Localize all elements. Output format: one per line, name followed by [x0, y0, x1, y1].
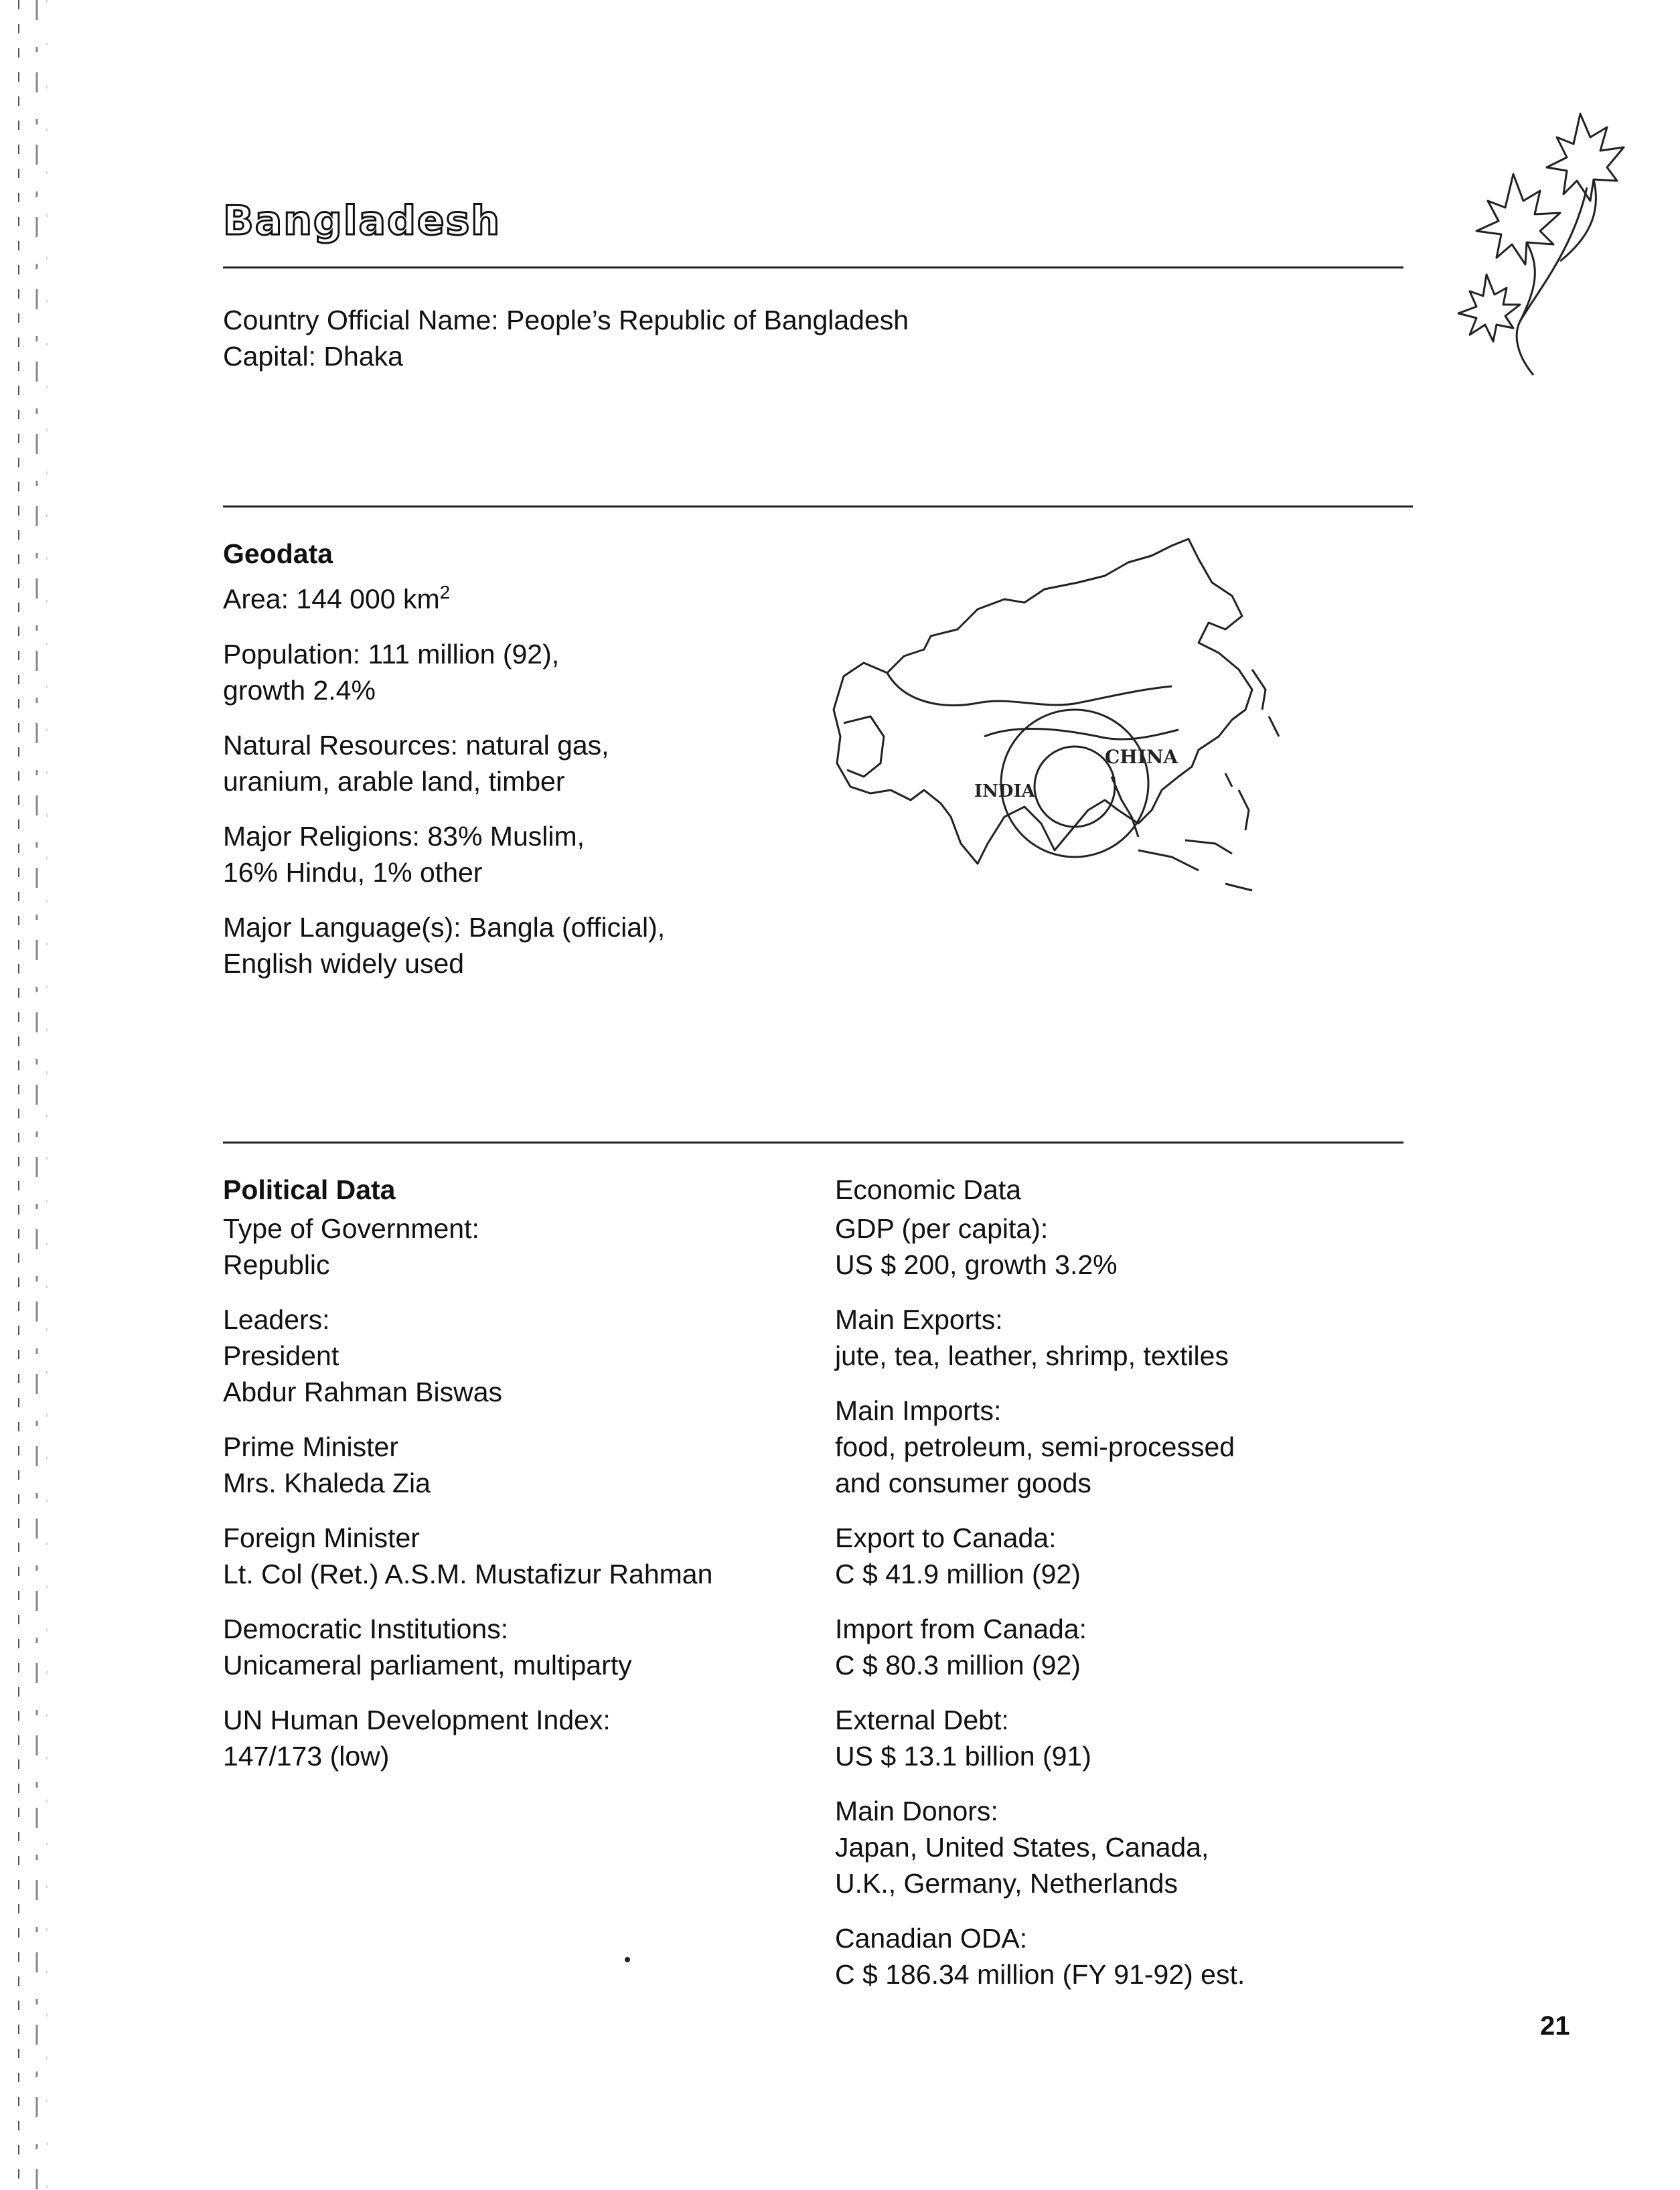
foreign-minister-name: Lt. Col (Ret.) A.S.M. Mustafizur Rahman [223, 1559, 713, 1589]
oda-value: C $ 186.34 million (FY 91-92) est. [835, 1959, 1245, 1990]
economic-heading: Economic Data [835, 1174, 1022, 1205]
import-canada-value: C $ 80.3 million (92) [835, 1650, 1081, 1680]
gdp-label: GDP (per capita): [835, 1213, 1049, 1244]
export-canada-value: C $ 41.9 million (92) [835, 1559, 1081, 1589]
exports-entry [835, 1302, 1245, 1374]
religions-line-2: 16% Hindu, 1% other [223, 856, 483, 888]
china-border [984, 728, 1178, 739]
foreign-minister-entry [223, 1520, 712, 1592]
area-superscript: 2 [439, 582, 451, 603]
maple-leaf-icon [1440, 100, 1640, 382]
area-text: Area: 144 000 km [223, 583, 440, 615]
languages-line-2: English widely used [223, 947, 465, 979]
external-debt-value: US $ 13.1 billion (91) [835, 1741, 1091, 1772]
oda-label: Canadian ODA: [835, 1923, 1028, 1954]
page-title: Bangladesh [223, 198, 502, 244]
hdi-label: UN Human Development Index: [223, 1705, 611, 1735]
arabia-outline [844, 716, 884, 777]
donors-value-2: U.K., Germany, Netherlands [835, 1868, 1178, 1899]
religions-entry [223, 818, 665, 890]
external-debt-label: External Debt: [835, 1705, 1009, 1735]
export-canada-label: Export to Canada: [835, 1522, 1057, 1553]
gdp-entry [835, 1210, 1245, 1283]
institutions-entry [223, 1611, 712, 1683]
resources-line-2: uranium, arable land, timber [223, 765, 565, 797]
hdi-entry [223, 1702, 712, 1774]
foreign-minister-title: Foreign Minister [223, 1522, 420, 1553]
donors-label: Main Donors: [835, 1796, 998, 1826]
import-canada-entry [835, 1611, 1245, 1683]
donors-entry [835, 1793, 1245, 1901]
identity-block [223, 302, 909, 374]
imports-entry [835, 1393, 1245, 1501]
economic-section [835, 1172, 1245, 2011]
government-label: Type of Government: [223, 1213, 479, 1244]
imports-value-1: food, petroleum, semi-processed [835, 1431, 1235, 1462]
leaders-label: Leaders: [223, 1304, 330, 1335]
area-entry [223, 574, 665, 617]
india-label: INDIA [974, 781, 1035, 801]
taiwan-island [1225, 773, 1232, 787]
political-section [223, 1172, 712, 1793]
external-debt-entry [835, 1702, 1245, 1774]
binding-edge [0, 0, 60, 2190]
institutions-label: Democratic Institutions: [223, 1614, 509, 1644]
oda-entry [835, 1920, 1245, 1992]
president-name: Abdur Rahman Biswas [223, 1377, 503, 1407]
donors-value-1: Japan, United States, Canada, [835, 1832, 1209, 1863]
resources-line-1: Natural Resources: natural gas, [223, 729, 609, 761]
bangladesh-focus-circle [1035, 747, 1115, 827]
prime-minister-name: Mrs. Khaleda Zia [223, 1468, 431, 1498]
political-heading: Political Data [223, 1174, 396, 1205]
resources-entry [223, 727, 665, 799]
capital: Capital: Dhaka [223, 341, 403, 372]
geodata-section [223, 536, 665, 1000]
philippines-islands [1239, 790, 1249, 830]
asia-map-icon [824, 536, 1292, 911]
geodata-heading: Geodata [223, 538, 333, 569]
title-rule [223, 266, 1403, 268]
leaders-entry [223, 1302, 712, 1410]
import-canada-label: Import from Canada: [835, 1614, 1087, 1644]
page-number: 21 [1540, 2011, 1570, 2041]
religions-line-1: Major Religions: 83% Muslim, [223, 820, 585, 852]
hdi-value: 147/173 (low) [223, 1741, 390, 1772]
japan-islands [1252, 670, 1279, 736]
president-title: President [223, 1340, 339, 1371]
gdp-value: US $ 200, growth 3.2% [835, 1249, 1118, 1280]
population-line-2: growth 2.4% [223, 674, 376, 706]
prime-minister-entry [223, 1429, 712, 1501]
geodata-rule [223, 505, 1413, 507]
population-entry [223, 636, 665, 708]
imports-label: Main Imports: [835, 1395, 1002, 1426]
government-entry [223, 1210, 712, 1283]
official-name: Country Official Name: People’s Republic of Bangladesh [223, 305, 909, 335]
exports-value: jute, tea, leather, shrimp, textiles [835, 1340, 1229, 1371]
imports-value-2: and consumer goods [835, 1468, 1091, 1498]
exports-label: Main Exports: [835, 1304, 1003, 1335]
export-canada-entry [835, 1520, 1245, 1592]
indonesia-islands [1138, 840, 1252, 890]
languages-entry [223, 909, 665, 982]
population-line-1: Population: 111 million (92), [223, 638, 560, 670]
scan-speck [625, 1957, 630, 1962]
prime-minister-title: Prime Minister [223, 1431, 398, 1462]
data-rule [223, 1142, 1403, 1144]
central-asia-border [887, 673, 1172, 706]
asia-outline [834, 539, 1252, 864]
institutions-value: Unicameral parliament, multiparty [223, 1650, 632, 1680]
china-label: CHINA [1105, 746, 1178, 768]
government-value: Republic [223, 1249, 330, 1280]
languages-line-1: Major Language(s): Bangla (official), [223, 911, 666, 943]
